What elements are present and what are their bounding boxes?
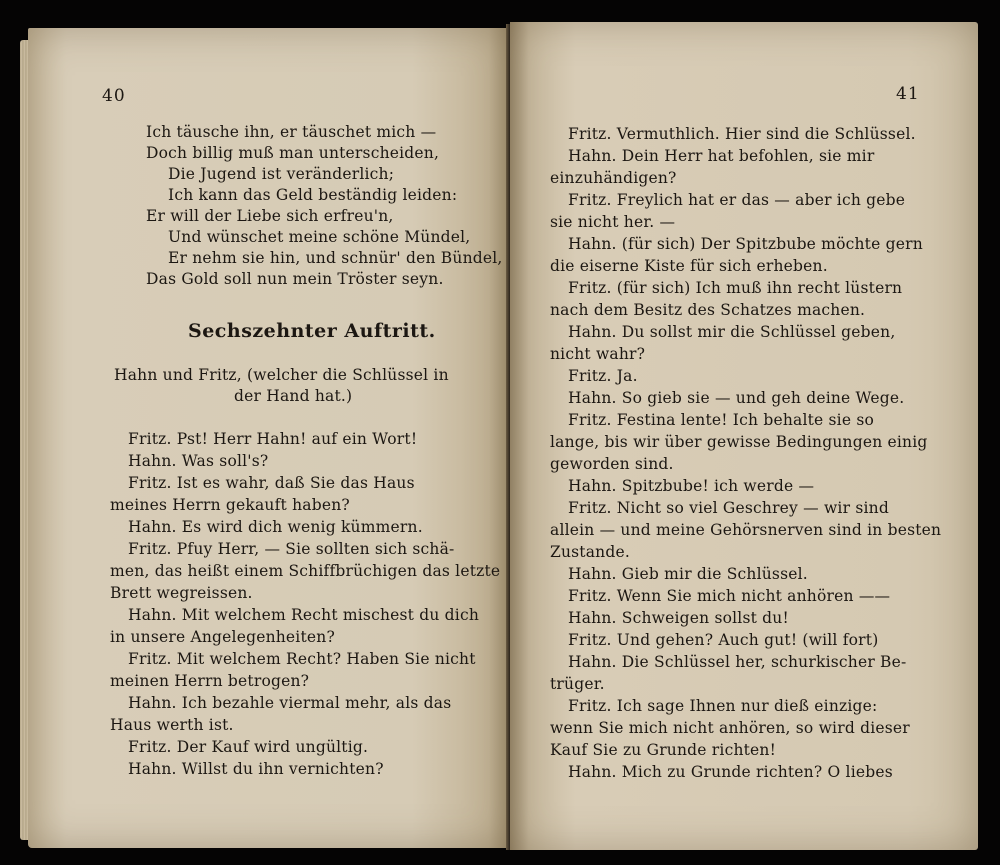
dialogue-line: Fritz. Freylich hat er das — aber ich gebe: [568, 191, 906, 209]
dialogue-line: Hahn. Schweigen sollst du!: [568, 609, 789, 627]
dialogue-line: Fritz. Vermuthlich. Hier sind die Schlüssel.: [568, 125, 916, 143]
stage-direction: der Hand hat.): [234, 387, 353, 405]
dialogue-line: Hahn. Was soll's?: [128, 452, 269, 470]
dialogue-line: Fritz. Und gehen? Auch gut! (will fort): [568, 631, 879, 649]
dialogue-line: nicht wahr?: [550, 345, 646, 363]
left-page: [28, 28, 508, 848]
dialogue-line: men, das heißt einem Schiffbrüchigen das letzte: [110, 562, 501, 580]
verse-line: Doch billig muß man unterscheiden,: [146, 144, 440, 162]
dialogue-line: trüger.: [550, 675, 605, 693]
dialogue-line: Hahn. Mit welchem Recht mischest du dich: [128, 606, 480, 624]
dialogue-line: Hahn. Gieb mir die Schlüssel.: [568, 565, 808, 583]
dialogue-line: Hahn. Mich zu Grunde richten? O liebes: [568, 763, 893, 781]
dialogue-line: Fritz. Wenn Sie mich nicht anhören ——: [568, 587, 891, 605]
dialogue-line: Hahn. Spitzbube! ich werde —: [568, 477, 815, 495]
dialogue-line: meines Herrn gekauft haben?: [110, 496, 350, 514]
dialogue-line: Fritz. Pfuy Herr, — Sie sollten sich schä-: [128, 540, 455, 558]
stage-direction: Hahn und Fritz, (welcher die Schlüssel in: [114, 366, 449, 384]
dialogue-line: Hahn. Ich bezahle viermal mehr, als das: [128, 694, 452, 712]
verse-line: Er nehm sie hin, und schnür' den Bündel,: [168, 249, 503, 267]
dialogue-line: allein — und meine Gehörsnerven sind in besten: [550, 521, 942, 539]
dialogue-line: Hahn. Dein Herr hat befohlen, sie mir: [568, 147, 875, 165]
verse-line: Ich täusche ihn, er täuschet mich —: [146, 123, 437, 141]
dialogue-line: Zustande.: [550, 543, 630, 561]
dialogue-line: Hahn. So gieb sie — und geh deine Wege.: [568, 389, 905, 407]
dialogue-line: Hahn. Willst du ihn vernichten?: [128, 760, 384, 778]
right-page: [510, 22, 978, 850]
dialogue-line: Fritz. Pst! Herr Hahn! auf ein Wort!: [128, 430, 418, 448]
dialogue-line: Hahn. Die Schlüssel her, schurkischer Be-: [568, 653, 907, 671]
dialogue-line: nach dem Besitz des Schatzes machen.: [550, 301, 866, 319]
scene-heading: Sechszehnter Auftritt.: [188, 320, 436, 342]
dialogue-line: Hahn. Du sollst mir die Schlüssel geben,: [568, 323, 896, 341]
dialogue-line: Fritz. Festina lente! Ich behalte sie so: [568, 411, 875, 429]
dialogue-line: einzuhändigen?: [550, 169, 677, 187]
dialogue-line: in unsere Angelegenheiten?: [110, 628, 335, 646]
dialogue-line: Fritz. Mit welchem Recht? Haben Sie nicht: [128, 650, 476, 668]
dialogue-line: Kauf Sie zu Grunde richten!: [550, 741, 777, 759]
page-number-right: 41: [896, 84, 920, 104]
dialogue-line: Fritz. Ich sage Ihnen nur dieß einzige:: [568, 697, 878, 715]
dialogue-line: die eiserne Kiste für sich erheben.: [550, 257, 828, 275]
verse-line: Ich kann das Geld beständig leiden:: [168, 186, 458, 204]
dialogue-line: Fritz. (für sich) Ich muß ihn recht lüstern: [568, 279, 903, 297]
page-number-left: 40: [102, 86, 126, 106]
dialogue-line: wenn Sie mich nicht anhören, so wird dieser: [550, 719, 910, 737]
dialogue-line: Fritz. Ja.: [568, 367, 638, 385]
verse-line: Die Jugend ist veränderlich;: [168, 165, 395, 183]
dialogue-line: Fritz. Nicht so viel Geschrey — wir sind: [568, 499, 889, 517]
dialogue-line: Brett wegreissen.: [110, 584, 253, 602]
dialogue-line: Haus werth ist.: [110, 716, 234, 734]
dialogue-line: meinen Herrn betrogen?: [110, 672, 310, 690]
dialogue-line: lange, bis wir über gewisse Bedingungen einig: [550, 433, 928, 451]
dialogue-line: Hahn. (für sich) Der Spitzbube möchte gern: [568, 235, 923, 253]
verse-line: Er will der Liebe sich erfreu'n,: [146, 207, 394, 225]
dialogue-line: geworden sind.: [550, 455, 674, 473]
dialogue-line: sie nicht her. —: [550, 213, 676, 231]
dialogue-line: Hahn. Es wird dich wenig kümmern.: [128, 518, 423, 536]
dialogue-line: Fritz. Der Kauf wird ungültig.: [128, 738, 369, 756]
verse-line: Und wünschet meine schöne Mündel,: [168, 228, 471, 246]
verse-line: Das Gold soll nun mein Tröster seyn.: [146, 270, 444, 288]
dialogue-line: Fritz. Ist es wahr, daß Sie das Haus: [128, 474, 415, 492]
